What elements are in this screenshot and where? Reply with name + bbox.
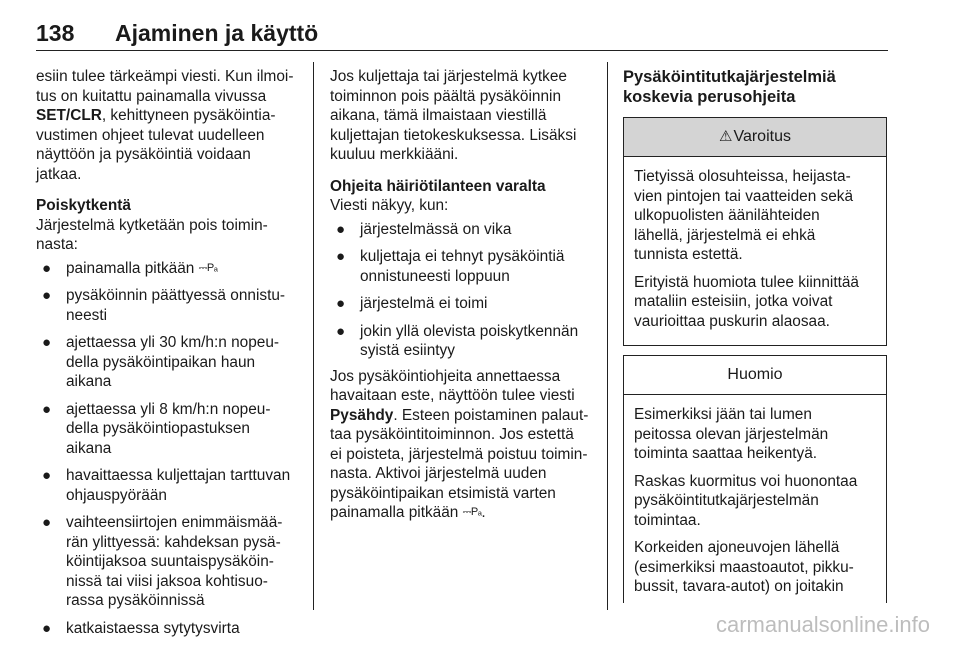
set-clr-label: SET/CLR — [36, 107, 102, 124]
note-body: Esimerkiksi jään tai lumen peitossa olevan järjestelmän toiminta saattaa heikentyä. Raskas kuormitus voi huonontaa pysäköintitutkajärjestelmän toimintaa. Korkeiden ajoneuvojen lähellä (esimerkiksi maastoautot, pikku- bussit, tavara-autot) on joitakin — [634, 406, 858, 595]
warning-header — [624, 118, 886, 157]
column-divider-2 — [607, 62, 608, 610]
column-middle — [330, 67, 600, 523]
page-header — [36, 20, 888, 52]
header-rule — [36, 50, 888, 51]
intro-paragraph: esiin tulee tärkeämpi viesti. Kun ilmoi- tus on kuitattu painamalla vivussa SET/CLR, kehittyneen pysäköintia- vustimen ohjeet tulevat uudelleen näyttöön ja pysäköintiä voidaan jatkaa. — [36, 68, 294, 183]
shutdown-list — [36, 259, 304, 639]
list-item: ● jokin yllä olevista poiskytkennän syistä esiintyy — [336, 322, 579, 359]
page-number: 138 — [36, 20, 75, 46]
parking-assist-icon: ⎓Pₐ — [198, 261, 218, 274]
column-right — [623, 67, 887, 603]
watermark: carmanualsonline.info — [715, 612, 930, 637]
list-item: ● katkaistaessa sytytysvirta — [42, 619, 240, 637]
list-item: ● pysäköinnin päättyessä onnistu- neesti — [42, 287, 286, 324]
warning-label: Varoitus — [733, 128, 791, 145]
obstacle-paragraph: Jos pysäköintiohjeita annettaessa havaitaan este, näyttöön tulee viesti Pysähdy. Esteen poistaminen palaut- taa pysäköintitoiminnon. Jos estettä ei poisteta, järjestelmä poistuu toimin- nasta. Aktivoi järjestelmä uuden pysäköintipaikan etsimistä varten painamalla pitkään ⎓Pₐ. — [330, 367, 589, 521]
column-divider-1 — [313, 62, 314, 610]
list-item: ● ajettaessa yli 8 km/h:n nopeu- della pysäköintiopastuksen aikana — [42, 400, 271, 457]
note-header: Huomio — [624, 356, 886, 395]
list-item: ● järjestelmä ei toimi — [336, 295, 488, 312]
page-title: Ajaminen ja käyttö — [115, 20, 319, 46]
section-heading-faults: Ohjeita häiriötilanteen varalta — [330, 177, 546, 195]
note-box — [623, 355, 887, 603]
stop-label: Pysähdy — [330, 406, 394, 424]
warning-triangle-icon: ⚠ — [719, 128, 733, 145]
warning-body: Tietyissä olosuhteissa, heijasta- vien pintojen tai vaatteiden sekä ulkopuolisten äänilähteiden lähellä, järjestelmä ei ehkä tunnista estettä. Erityistä huomiota tulee kiinnittää mataliin esteisiin, jotka voivat vaurioittaa puskurin alaosaa. — [634, 168, 859, 330]
list-item: ● ajettaessa yli 30 km/h:n nopeu- della pysäköintipaikan haun aikana — [42, 334, 280, 390]
list-item: ● järjestelmässä on vika — [336, 220, 512, 238]
column-left — [36, 67, 304, 646]
parking-assist-icon: ⎓Pₐ — [462, 506, 482, 518]
lead-text: Viesti näkyy, kun: — [330, 197, 449, 214]
section-title: Pysäköintitutkajärjestelmiä koskevia perusohjeita — [623, 68, 836, 106]
fault-list — [330, 220, 600, 361]
list-item: ● painamalla pitkään ⎓Pₐ — [42, 259, 218, 277]
list-item: ● kuljettaja ei tehnyt pysäköintiä onnistuneesti loppuun — [336, 248, 565, 285]
section-heading-poiskytkenta: Poiskytkentä — [36, 197, 131, 214]
list-item: ● havaittaessa kuljettajan tarttuvan ohjauspyörään — [42, 467, 291, 504]
list-item: ● vaihteensiirtojen enimmäismää- rän ylittyessä: kahdeksan pysä- köintijaksoa suuntaispysäköin- nissä tai viisi jaksoa kohtisuo- rassa pysäköinnissä — [42, 514, 283, 609]
warning-box — [623, 117, 887, 346]
deactivation-paragraph: Jos kuljettaja tai järjestelmä kytkee toiminnon pois päältä pysäköinnin aikana, tämä ilmaistaan viestillä kuljettajan tietokeskuksessa. Lisäksi kuuluu merkkiääni. — [330, 68, 577, 163]
lead-text: Järjestelmä kytketään pois toimin- nasta: — [36, 216, 268, 253]
